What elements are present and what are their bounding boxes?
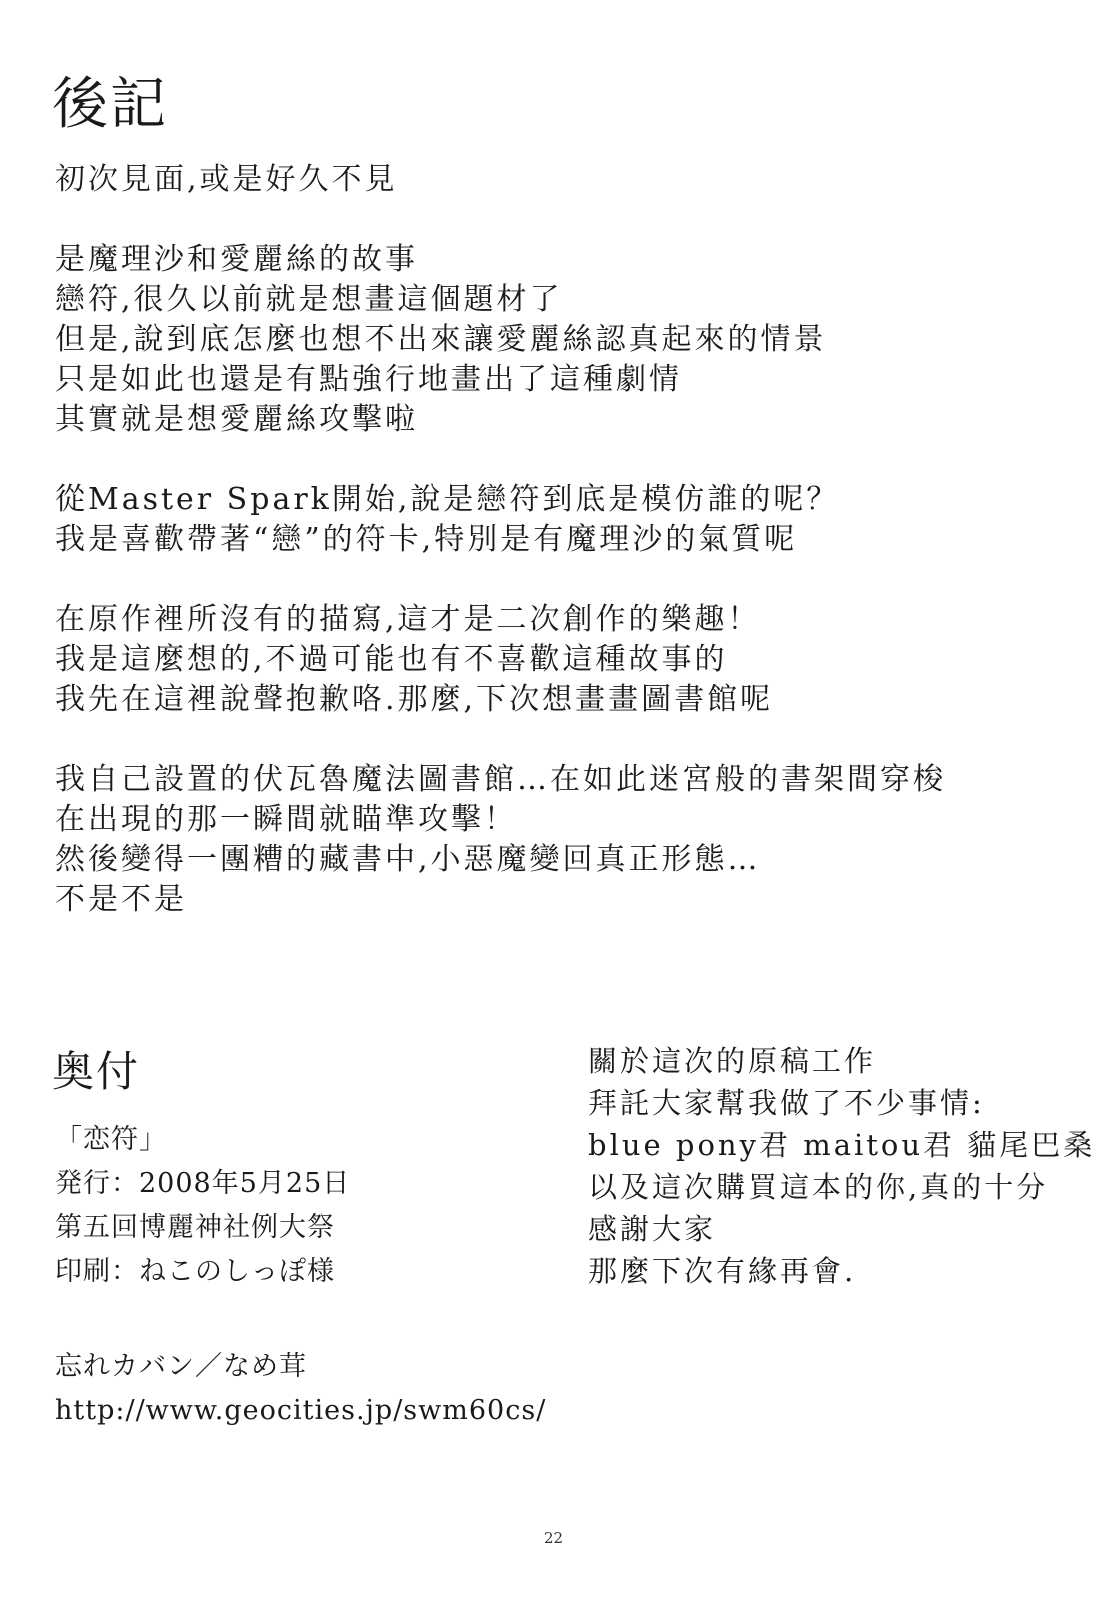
page-number: 22 bbox=[543, 1529, 564, 1547]
publish-date: 発行：2008年5月25日 bbox=[55, 1168, 351, 1199]
thanks-line: 感謝大家 bbox=[588, 1212, 717, 1246]
afterword-line: 我是這麼想的,不過可能也有不喜歡這種故事的 bbox=[55, 642, 728, 677]
colophon-heading: 奥付 bbox=[52, 1047, 141, 1096]
afterword-line: 其實就是想愛麗絲攻擊啦 bbox=[55, 402, 418, 437]
thanks-line: 關於這次的原稿工作 bbox=[588, 1044, 877, 1078]
afterword-line: 我先在這裡說聲抱歉咯.那麼,下次想畫畫圖書館呢 bbox=[55, 682, 774, 717]
afterword-paragraph bbox=[55, 160, 1055, 200]
circle-info bbox=[55, 1345, 546, 1433]
afterword-line: 只是如此也還是有點強行地畫出了這種劇情 bbox=[55, 362, 682, 397]
afterword-line: 然後變得一團糟的藏書中,小惡魔變回真正形態… bbox=[55, 842, 761, 877]
afterword-line: 我自己設置的伏瓦魯魔法圖書館…在如此迷宮般的書架間穿梭 bbox=[55, 762, 946, 797]
afterword-heading: 後記 bbox=[52, 72, 168, 137]
thanks-line: 那麼下次有緣再會. bbox=[588, 1254, 857, 1288]
thanks-line: 拜託大家幫我做了不少事情: bbox=[588, 1086, 985, 1120]
thanks-message bbox=[588, 1040, 1095, 1292]
circle-name: 忘れカバン／なめ茸 bbox=[55, 1351, 307, 1382]
afterword-line: 但是,說到底怎麼也想不出來讓愛麗絲認真起來的情景 bbox=[55, 322, 827, 357]
afterword-line: 初次見面,或是好久不見 bbox=[55, 162, 398, 197]
afterword-line: 我是喜歡帶著“戀”的符卡,特別是有魔理沙的氣質呢 bbox=[55, 522, 798, 557]
afterword-body bbox=[55, 160, 1055, 960]
afterword-paragraph bbox=[55, 760, 1055, 920]
afterword-line: 戀符,很久以前就是想畫這個題材了 bbox=[55, 282, 563, 317]
afterword-paragraph bbox=[55, 600, 1055, 720]
book-title: 「恋符」 bbox=[55, 1124, 167, 1155]
printer-name: 印刷：ねこのしっぽ様 bbox=[55, 1256, 335, 1287]
afterword-line: 從Master Spark開始,說是戀符到底是模仿誰的呢？ bbox=[55, 482, 840, 517]
afterword-paragraph bbox=[55, 240, 1055, 440]
afterword-line: 不是不是 bbox=[55, 882, 187, 917]
website-url: http://www.geocities.jp/swm60cs/ bbox=[55, 1395, 547, 1426]
afterword-line: 在出現的那一瞬間就瞄準攻擊！ bbox=[55, 802, 517, 837]
thanks-line: blue pony君 maitou君 貓尾巴桑 bbox=[588, 1128, 1096, 1162]
afterword-paragraph bbox=[55, 480, 1055, 560]
afterword-line: 是魔理沙和愛麗絲的故事 bbox=[55, 242, 418, 277]
event-name: 第五回博麗神社例大祭 bbox=[55, 1212, 335, 1243]
colophon-details bbox=[55, 1118, 350, 1294]
afterword-line: 在原作裡所沒有的描寫,這才是二次創作的樂趣！ bbox=[55, 602, 761, 637]
thanks-line: 以及這次購買這本的你,真的十分 bbox=[588, 1170, 1049, 1204]
